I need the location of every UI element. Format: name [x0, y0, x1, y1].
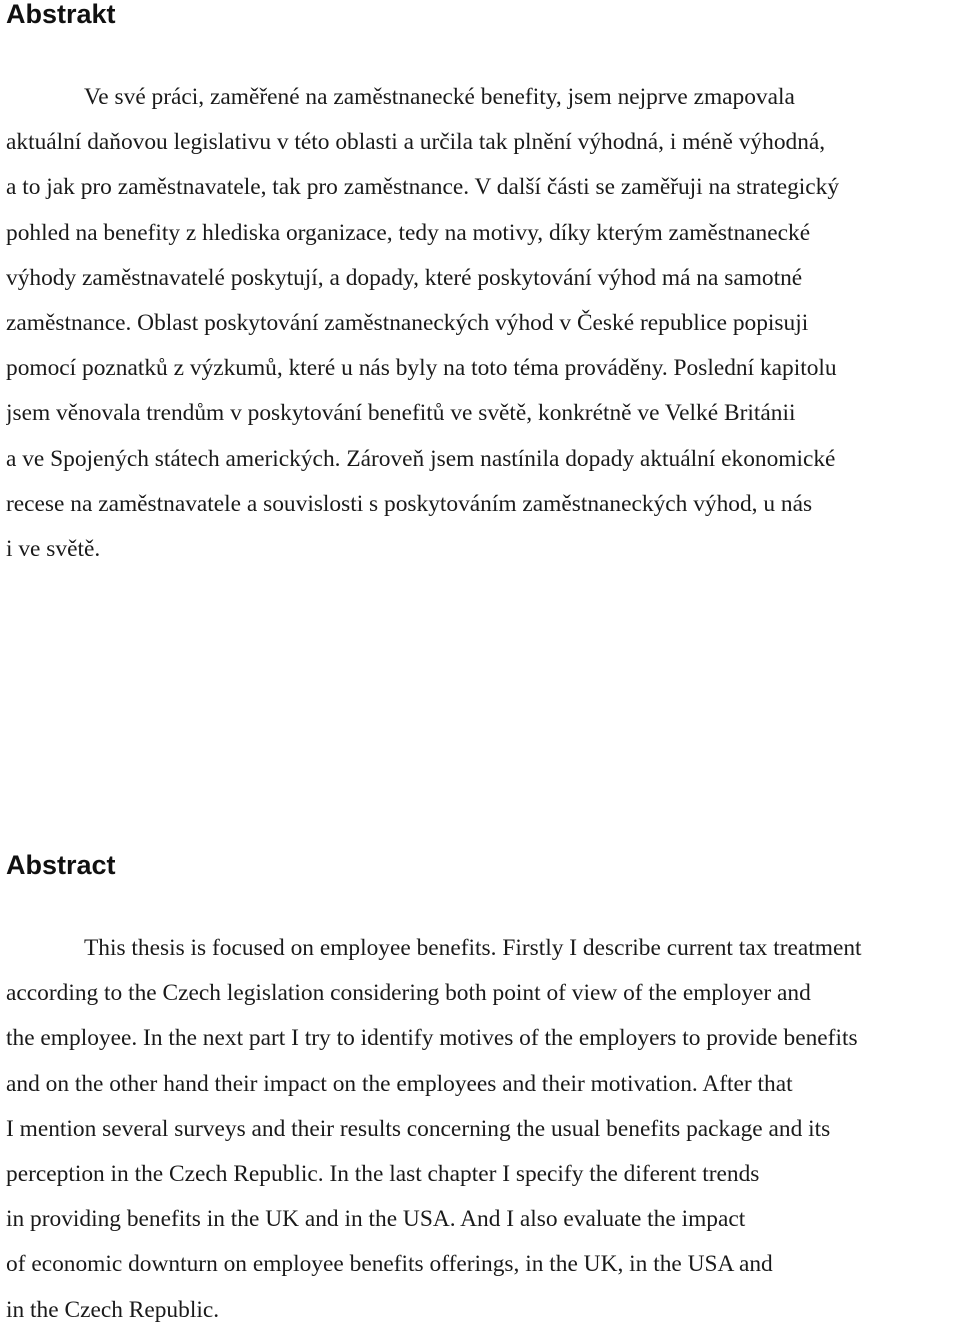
paragraph-abstrakt: [6, 75, 960, 572]
text-line: the employee. In the next part I try to identify motives of the employers to provide benefits: [6, 1025, 858, 1052]
text-line: pomocí poznatků z výzkumů, které u nás byly na toto téma prováděny. Poslední kapitolu: [6, 355, 837, 382]
text-line: This thesis is focused on employee benefits. Firstly I describe current tax treatment: [84, 935, 862, 961]
text-line: in the Czech Republic.: [6, 1296, 220, 1323]
text-line: a to jak pro zaměstnavatele, tak pro zaměstnance. V další části se zaměřuji na strategický: [6, 174, 840, 201]
text-line: perception in the Czech Republic. In the last chapter I specify the diferent trends: [6, 1160, 760, 1187]
text-line: výhody zaměstnavatelé poskytují, a dopady, které poskytování výhod má na samotné: [6, 264, 803, 291]
text-line: and on the other hand their impact on the employees and their motivation. After that: [6, 1070, 793, 1097]
text-line: pohled na benefity z hlediska organizace, tedy na motivy, díky kterým zaměstnanecké: [6, 219, 811, 246]
text-line: zaměstnance. Oblast poskytování zaměstnaneckých výhod v České republice popisuji: [6, 309, 809, 336]
text-line: a ve Spojených státech amerických. Zároveň jsem nastínila dopady aktuální ekonomické: [6, 445, 836, 472]
heading-abstrakt: Abstrakt: [6, 0, 116, 29]
text-line: of economic downturn on employee benefits offerings, in the UK, in the USA and: [6, 1251, 773, 1278]
heading-abstract: Abstract: [6, 850, 116, 880]
text-line: recese na zaměstnavatele a souvislosti s poskytováním zaměstnaneckých výhod, u nás: [6, 490, 813, 517]
paragraph-abstract: [6, 926, 960, 1333]
text-line: I mention several surveys and their results concerning the usual benefits package and its: [6, 1115, 831, 1142]
text-line: i ve světě.: [6, 535, 101, 562]
text-line: jsem věnovala trendům v poskytování benefitů ve světě, konkrétně ve Velké Británii: [6, 400, 796, 427]
text-line: in providing benefits in the UK and in the USA. And I also evaluate the impact: [6, 1206, 746, 1233]
text-line: aktuální daňovou legislativu v této oblasti a určila tak plnění výhodná, i méně výhodná,: [6, 129, 826, 156]
text-line: according to the Czech legislation considering both point of view of the employer and: [6, 980, 811, 1007]
text-line: Ve své práci, zaměřené na zaměstnanecké benefity, jsem nejprve zmapovala: [84, 84, 795, 110]
